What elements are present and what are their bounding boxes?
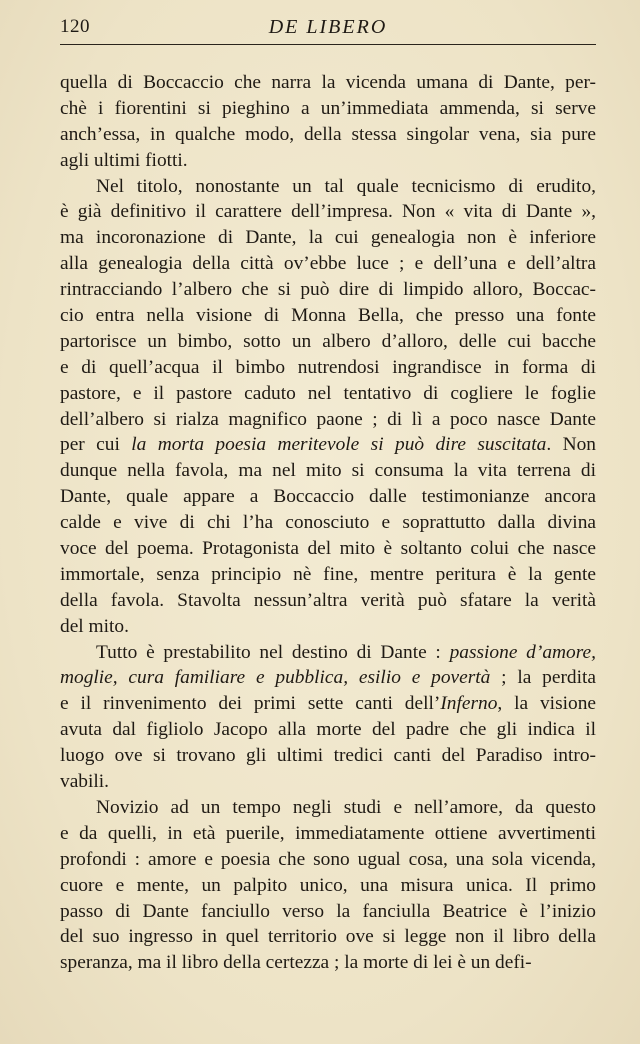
- text-line: cuore e mente, un palpito unico, una misura unica. Il primo: [60, 874, 596, 896]
- text-line: pastore, e il pastore caduto nel tentativo di cogliere le foglie: [60, 382, 596, 404]
- body-text: [60, 70, 596, 976]
- text-line: partorisce un bimbo, sotto un albero d’alloro, delle cui bacche: [60, 330, 596, 352]
- text-line: immortale, senza principio nè fine, mentre peritura è la gente: [60, 563, 596, 585]
- text-line: passo di Dante fanciullo verso la fanciulla Beatrice è l’inizio: [60, 900, 596, 922]
- text-line: quella di Boccaccio che narra la vicenda umana di Dante, per-: [60, 72, 596, 93]
- paragraph: [60, 795, 596, 976]
- text-line: dell’albero si rialza magnifico paone ; di lì a poco nasce Dante: [60, 408, 596, 430]
- paragraph: [60, 70, 596, 174]
- text-line: vabili.: [60, 771, 110, 793]
- text-line: agli ultimi fiotti.: [60, 149, 188, 171]
- paragraph: [60, 640, 596, 795]
- text-line: del mito.: [60, 615, 129, 637]
- text-line: e di quell’acqua il bimbo nutrendosi ingrandisce in forma di: [60, 356, 596, 378]
- text-line: alla genealogia della città ov’ebbe luce ; e dell’una e dell’altra: [60, 253, 596, 275]
- text-line: moglie, cura familiare e pubblica, esilio e povertà ; la perdita: [60, 667, 596, 689]
- text-line: voce del poema. Protagonista del mito è soltanto colui che nasce: [60, 538, 596, 560]
- text-line: della favola. Stavolta nessun’altra verità può sfatare la verità: [60, 589, 596, 611]
- text-line: Dante, quale appare a Boccaccio dalle testimonianze ancora: [60, 486, 596, 508]
- text-line: profondi : amore e poesia che sono ugual cosa, una sola vicenda,: [60, 848, 596, 870]
- page-header: [60, 14, 596, 45]
- text-line: anch’essa, in qualche modo, della stessa singolar vena, sia pure: [60, 123, 596, 145]
- text-line: cio entra nella visione di Monna Bella, che presso una fonte: [60, 305, 596, 327]
- text-line: calde e vive di chi l’ha conosciuto e soprattutto dalla divina: [60, 512, 596, 534]
- text-line: luogo ove si trovano gli ultimi tredici canti del Paradiso intro-: [60, 745, 596, 767]
- text-line: avuta dal figliolo Jacopo alla morte del padre che gli indica il: [60, 719, 596, 741]
- text-line: e il rinvenimento dei primi sette canti dell’Inferno, la visione: [60, 693, 596, 715]
- running-title: DE LIBERO: [268, 16, 388, 38]
- text-line: speranza, ma il libro della certezza ; la morte di lei è un defi-: [60, 952, 532, 974]
- text-line: per cui la morta poesia meritevole si può dire suscitata. Non: [60, 434, 596, 456]
- text-line: rintracciando l’albero che si può dire di limpido alloro, Boccac-: [60, 279, 596, 301]
- paragraph: [60, 174, 596, 640]
- text-line: e da quelli, in età puerile, immediatamente ottiene avvertimenti: [60, 822, 596, 844]
- page-number: 120: [60, 16, 90, 37]
- text-line: dunque nella favola, ma nel mito si consuma la vita terrena di: [60, 460, 596, 482]
- text-line: del suo ingresso in quel territorio ove si legge non il libro della: [60, 926, 596, 948]
- text-line: ma incoronazione di Dante, la cui genealogia non è inferiore: [60, 227, 596, 249]
- text-line: chè i fiorentini si pieghino a un’immediata ammenda, si serve: [60, 97, 596, 119]
- text-line: Novizio ad un tempo negli studi e nell’amore, da questo: [96, 796, 596, 818]
- text-line: Tutto è prestabilito nel destino di Dante : passione d’amore,: [96, 641, 596, 663]
- text-line: è già definitivo il carattere dell’impresa. Non « vita di Dante »,: [60, 201, 596, 223]
- text-line: Nel titolo, nonostante un tal quale tecnicismo di erudito,: [96, 175, 596, 197]
